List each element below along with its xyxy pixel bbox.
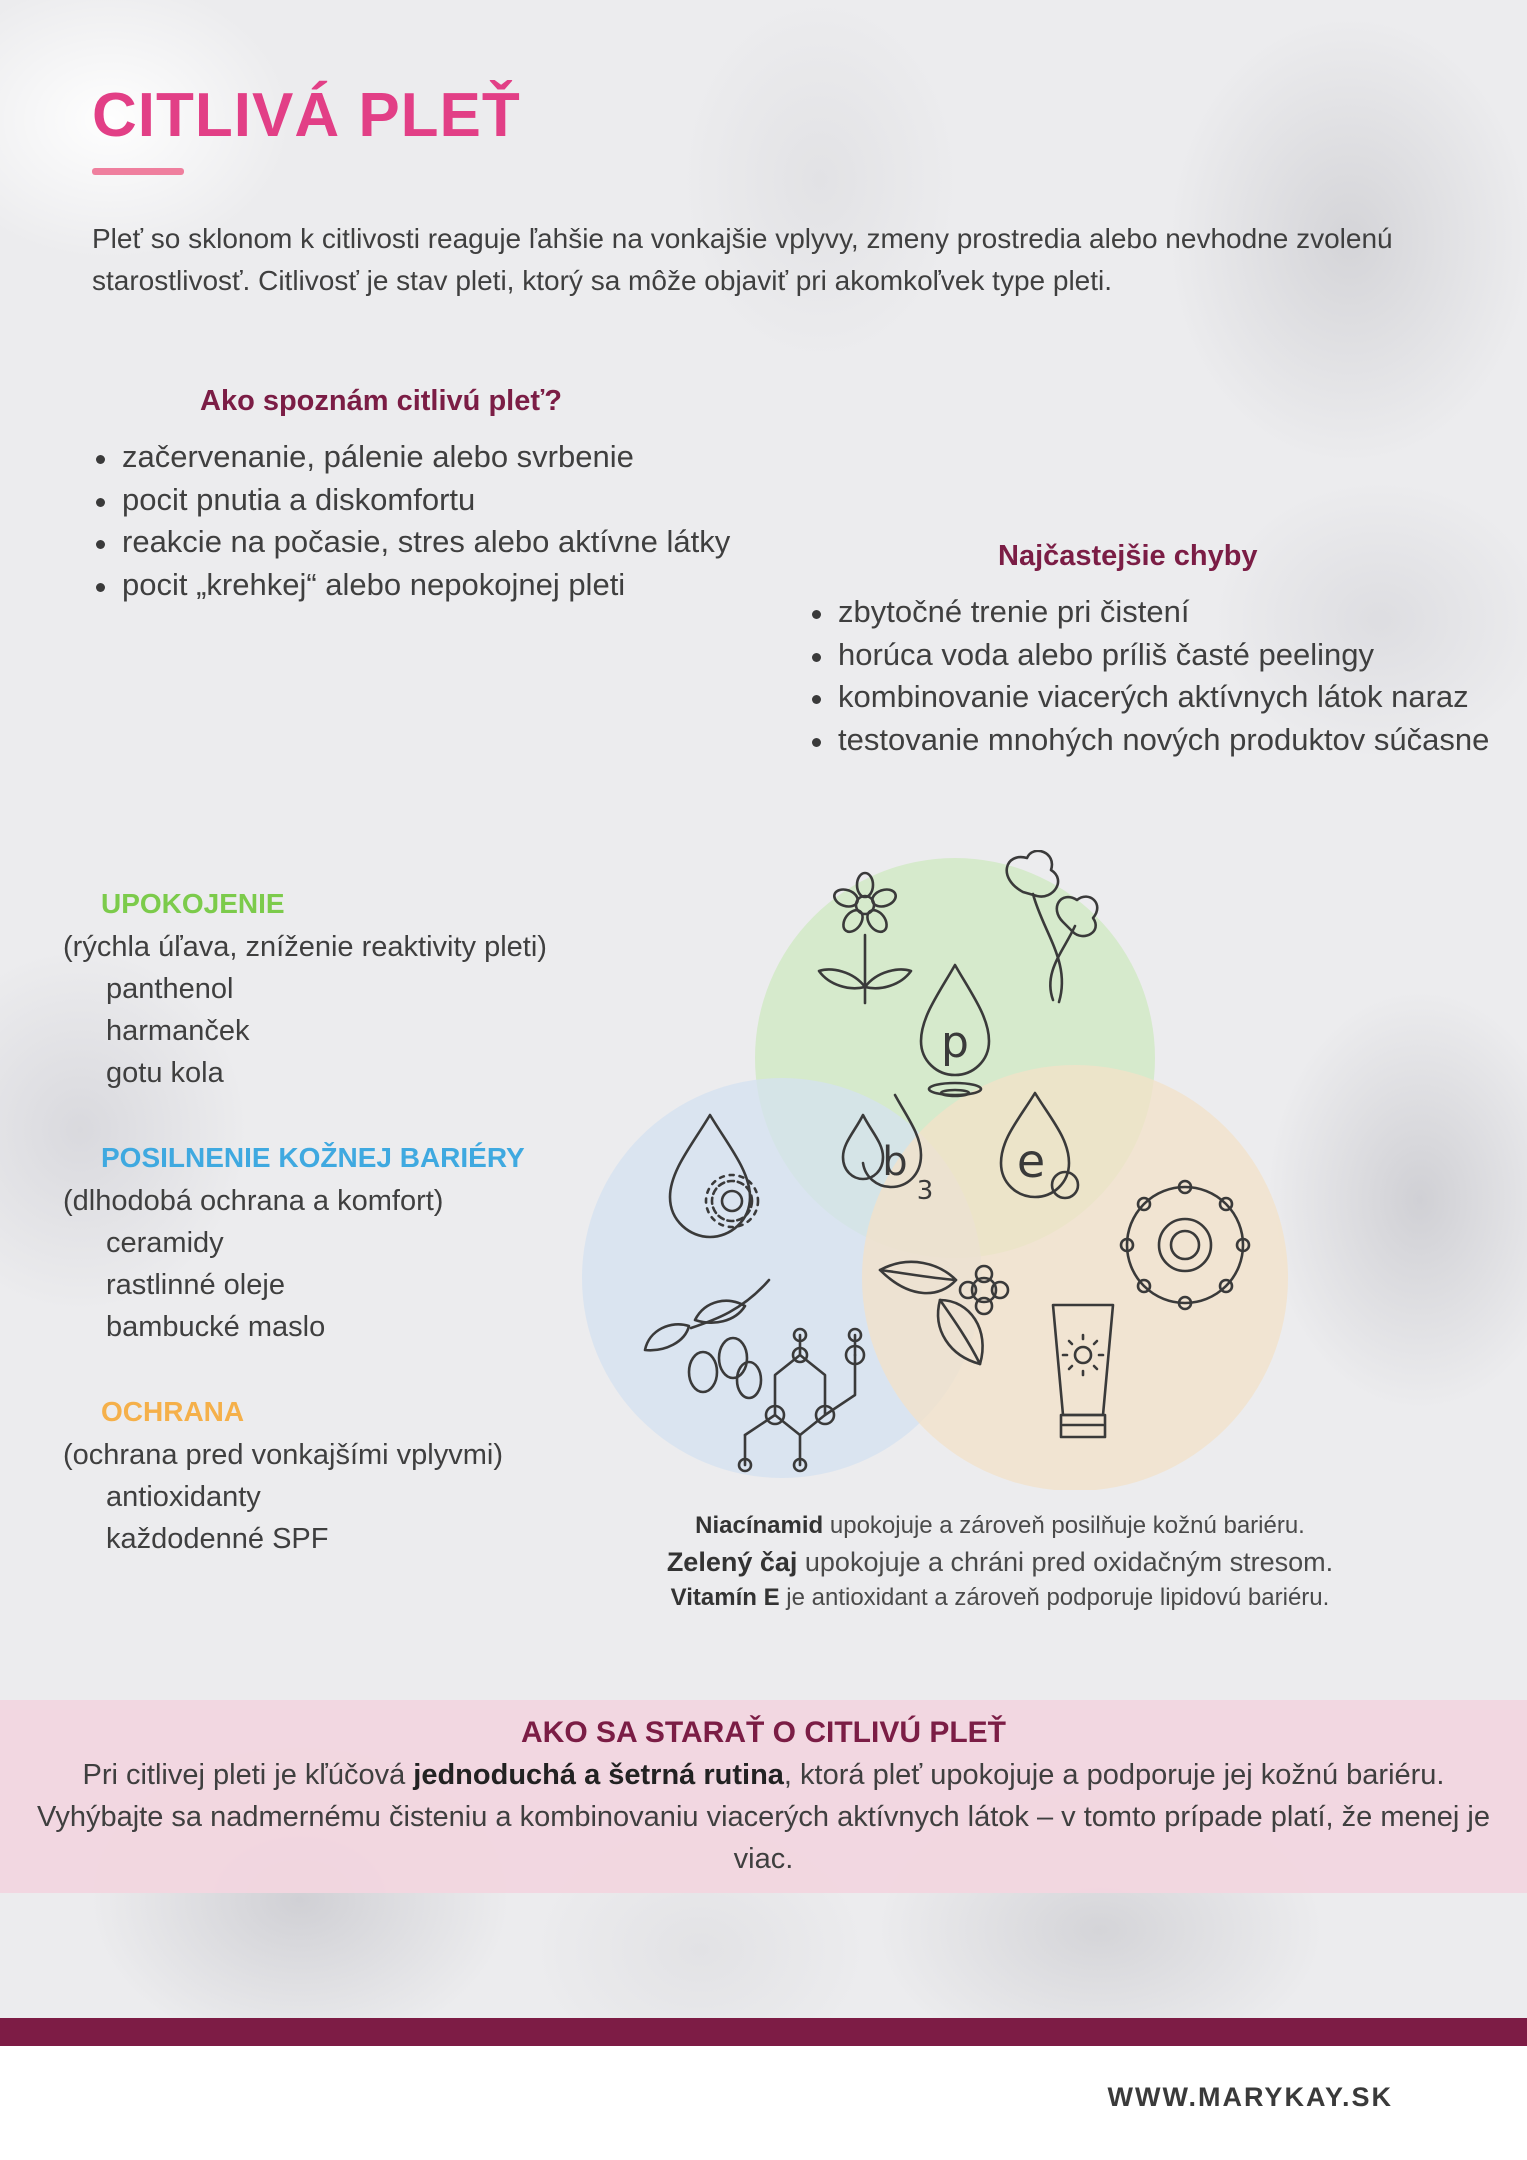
ingredient-notes bbox=[590, 1508, 1410, 1616]
mistakes-list bbox=[808, 591, 1508, 761]
intro-text: Pleť so sklonom k citlivosti reaguje ľahšie na vonkajšie vplyvy, zmeny prostredia alebo nevhodne zvolenú starostlivosť. Citlivosť je stav pleti, ktorý sa môže objaviť pri akomkoľvek type pleti. bbox=[92, 223, 1393, 296]
venn-diagram bbox=[575, 850, 1295, 1490]
ingredient-item: ceramidy bbox=[106, 1227, 224, 1259]
ingredient-name: Zelený čaj bbox=[666, 1547, 798, 1577]
recognize-section bbox=[92, 385, 792, 606]
ingredient-note: Niacínamid upokojuje a zároveň posilňuje kožnú bariéru. bbox=[695, 1512, 1305, 1539]
ingredient-item: bambucké maslo bbox=[106, 1311, 326, 1343]
care-title: AKO SA STARAŤ O CITLIVÚ PLEŤ bbox=[521, 1716, 1006, 1749]
page-title: CITLIVÁ PLEŤ bbox=[92, 81, 521, 150]
panthenol-label: p bbox=[941, 1017, 969, 1068]
ingredient-name: Vitamín E bbox=[670, 1584, 780, 1611]
ingredient-name: Niacínamid bbox=[695, 1512, 824, 1539]
category-soothing bbox=[63, 888, 623, 1094]
ingredient-note: Vitamín E je antioxidant a zároveň podporuje lipidovú bariéru. bbox=[670, 1584, 1330, 1611]
mistakes-section bbox=[808, 540, 1508, 761]
list-item: pocit pnutia a diskomfortu bbox=[92, 479, 792, 522]
category-description: (dlhodobá ochrana a komfort) bbox=[63, 1185, 444, 1217]
category-heading: OCHRANA bbox=[101, 1396, 245, 1427]
list-item: kombinovanie viacerých aktívnych látok naraz bbox=[808, 676, 1508, 719]
list-item: reakcie na počasie, stres alebo aktívne látky bbox=[92, 521, 792, 564]
list-item: testovanie mnohých nových produktov súčasne bbox=[808, 719, 1508, 762]
vitamin-b-label: b bbox=[882, 1139, 908, 1185]
care-banner bbox=[0, 1700, 1527, 1893]
title-underline bbox=[92, 168, 184, 175]
list-item: zbytočné trenie pri čistení bbox=[808, 591, 1508, 634]
care-text: Pri citlivej pleti je kľúčová jednoduchá a šetrná rutina, ktorá pleť upokojuje a podporuje jej kožnú bariéru. Vyhýbajte sa nadmernému čisteniu a kombinovaniu viacerých aktívnych látok – v tomto prípade platí, že menej je viac. bbox=[37, 1759, 1490, 1875]
ingredient-note: Zelený čaj upokojuje a chráni pred oxidačným stresom. bbox=[666, 1547, 1334, 1577]
ingredient-item: rastlinné oleje bbox=[106, 1269, 285, 1301]
list-item: horúca voda alebo príliš časté peelingy bbox=[808, 634, 1508, 677]
category-heading: POSILNENIE KOŽNEJ BARIÉRY bbox=[101, 1142, 525, 1173]
list-item: začervenanie, pálenie alebo svrbenie bbox=[92, 436, 792, 479]
footer-bar bbox=[0, 2018, 1527, 2046]
ingredient-item: panthenol bbox=[106, 973, 234, 1005]
ingredient-item: antioxidanty bbox=[106, 1481, 261, 1513]
recognize-heading: Ako spoznám citlivú pleť? bbox=[200, 385, 562, 417]
ingredient-item: každodenné SPF bbox=[106, 1523, 329, 1555]
category-barrier bbox=[63, 1142, 623, 1348]
ingredient-item: gotu kola bbox=[106, 1057, 224, 1089]
footer-url[interactable]: WWW.MARYKAY.SK bbox=[1107, 2082, 1393, 2112]
category-protection bbox=[63, 1396, 623, 1560]
ingredient-item: harmanček bbox=[106, 1015, 250, 1047]
list-item: pocit „krehkej“ alebo nepokojnej pleti bbox=[92, 564, 792, 607]
vitamin-e-label: e bbox=[1016, 1134, 1046, 1188]
recognize-list bbox=[92, 436, 792, 606]
vitamin-b-subscript: 3 bbox=[916, 1176, 934, 1206]
mistakes-heading: Najčastejšie chyby bbox=[998, 540, 1258, 572]
category-description: (ochrana pred vonkajšími vplyvmi) bbox=[63, 1439, 503, 1471]
category-heading: UPOKOJENIE bbox=[101, 888, 285, 919]
category-description: (rýchla úľava, zníženie reaktivity pleti) bbox=[63, 931, 547, 963]
